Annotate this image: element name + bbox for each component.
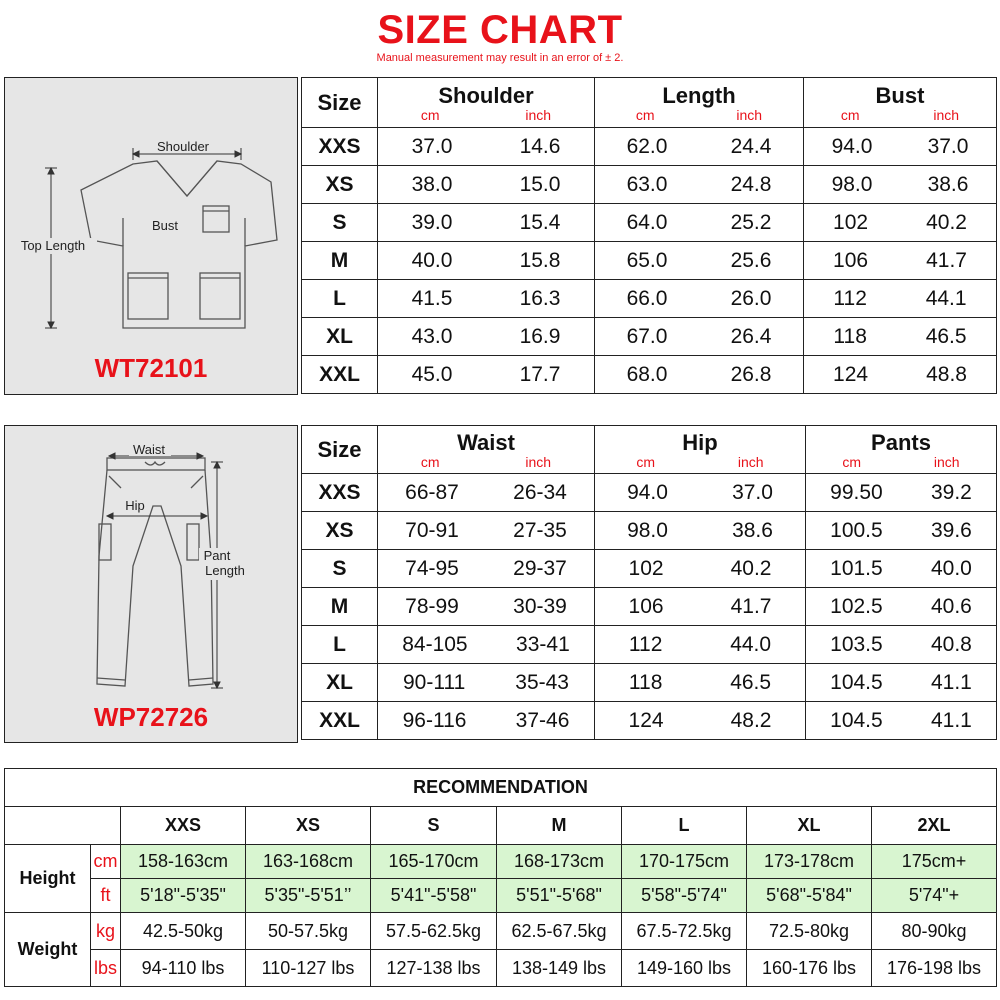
weight-lbs-value: 127-138 lbs xyxy=(371,950,497,987)
blank-cell xyxy=(5,807,121,845)
inch-value: 25.2 xyxy=(730,210,772,234)
inch-value: 17.7 xyxy=(519,362,561,386)
cm-value: 84-105 xyxy=(402,632,468,656)
pants-length-header: Pants cm inch xyxy=(806,426,997,474)
height-ft-value: 5'18"-5'35" xyxy=(121,879,246,913)
size-row xyxy=(302,474,997,512)
inch-value: 40.6 xyxy=(930,594,972,618)
cm-value: 104.5 xyxy=(830,670,883,694)
cm-value: 40.0 xyxy=(411,248,453,272)
pant-length-label: Length xyxy=(205,563,245,578)
size-cell: S xyxy=(302,550,378,588)
cm-value: 101.5 xyxy=(830,556,883,580)
pants-illustration-panel xyxy=(4,425,298,743)
inch-value: 27-35 xyxy=(513,518,567,542)
measurement-cell xyxy=(804,242,997,280)
cm-value: 112 xyxy=(833,286,867,310)
inch-value: 25.6 xyxy=(730,248,772,272)
cm-value: 70-91 xyxy=(405,518,459,542)
waist-label: Waist xyxy=(132,442,166,457)
top-length-label: Top Length xyxy=(20,238,86,253)
height-ft-value: 5'68"-5'84" xyxy=(747,879,872,913)
measurement-cell xyxy=(806,626,997,664)
measurement-cell xyxy=(804,318,997,356)
size-cell: M xyxy=(302,242,378,280)
cm-value: 62.0 xyxy=(626,134,668,158)
cm-value: 68.0 xyxy=(626,362,668,386)
size-row xyxy=(302,626,997,664)
top-product-code: WT72101 xyxy=(94,353,208,383)
inch-value: 48.2 xyxy=(730,708,772,732)
inch-value: 26-34 xyxy=(513,480,567,504)
weight-kg-value: 57.5-62.5kg xyxy=(371,913,497,950)
height-cm-value: 165-170cm xyxy=(371,845,497,879)
inch-value: 37.0 xyxy=(732,480,773,504)
inch-value: 16.3 xyxy=(519,286,561,310)
inch-value: 26.4 xyxy=(730,324,772,348)
weight-lbs-unit: lbs xyxy=(91,950,121,987)
bust-header: Bust cm inch xyxy=(804,78,997,128)
inch-value: 29-37 xyxy=(513,556,567,580)
cm-value: 118 xyxy=(628,670,663,694)
size-row xyxy=(302,550,997,588)
height-cm-unit: cm xyxy=(91,845,121,879)
measurement-cell xyxy=(378,664,595,702)
size-cell: XXS xyxy=(302,128,378,166)
rec-size-header: XXS xyxy=(121,807,246,845)
cm-value: 78-99 xyxy=(405,594,459,618)
measurement-cell xyxy=(595,702,806,740)
measurement-cell xyxy=(378,702,595,740)
measurement-cell xyxy=(378,356,595,394)
measurement-cell xyxy=(378,204,595,242)
size-cell: XS xyxy=(302,166,378,204)
inch-value: 38.6 xyxy=(732,518,773,542)
size-cell: L xyxy=(302,626,378,664)
scrub-top-illustration xyxy=(5,78,299,396)
measurement-cell xyxy=(595,356,804,394)
cm-value: 106 xyxy=(628,594,664,618)
cm-value: 65.0 xyxy=(626,248,668,272)
measurement-cell xyxy=(378,474,595,512)
cm-value: 103.5 xyxy=(830,632,883,656)
weight-lbs-value: 110-127 lbs xyxy=(246,950,371,987)
weight-kg-value: 50-57.5kg xyxy=(246,913,371,950)
measurement-cell xyxy=(378,512,595,550)
cm-value: 94.0 xyxy=(627,480,668,504)
measurement-cell xyxy=(804,356,997,394)
size-row xyxy=(302,512,997,550)
inch-value: 15.4 xyxy=(519,210,561,234)
inch-value: 16.9 xyxy=(519,324,561,348)
cm-value: 94.0 xyxy=(831,134,873,158)
size-header: Size xyxy=(302,78,378,128)
cm-value: 102.5 xyxy=(830,594,883,618)
weight-lbs-value: 160-176 lbs xyxy=(747,950,872,987)
size-row xyxy=(302,588,997,626)
measurement-note: Manual measurement may result in an error of ± 2. xyxy=(376,52,624,64)
inch-value: 39.2 xyxy=(930,480,972,504)
size-cell: M xyxy=(302,588,378,626)
measurement-cell xyxy=(595,166,804,204)
weight-kg-value: 62.5-67.5kg xyxy=(497,913,622,950)
rec-size-header: M xyxy=(497,807,622,845)
cm-value: 118 xyxy=(833,324,867,348)
cm-value: 39.0 xyxy=(411,210,453,234)
inch-value: 30-39 xyxy=(513,594,567,618)
measurement-cell xyxy=(595,664,806,702)
size-cell: XL xyxy=(302,664,378,702)
rec-size-header: L xyxy=(622,807,747,845)
inch-value: 40.8 xyxy=(930,632,972,656)
cm-value: 64.0 xyxy=(626,210,668,234)
size-row xyxy=(302,242,997,280)
size-cell: XXS xyxy=(302,474,378,512)
measurement-cell xyxy=(595,550,806,588)
measurement-cell xyxy=(806,702,997,740)
cm-value: 90-111 xyxy=(403,670,466,694)
size-cell: S xyxy=(302,204,378,242)
inch-value: 48.8 xyxy=(926,362,967,386)
height-ft-value: 5'41"-5'58" xyxy=(371,879,497,913)
inch-value: 15.0 xyxy=(519,172,561,196)
size-cell: XS xyxy=(302,512,378,550)
page-title: SIZE CHART xyxy=(377,8,623,52)
inch-value: 40.2 xyxy=(730,556,772,580)
weight-lbs-value: 138-149 lbs xyxy=(497,950,622,987)
cm-value: 102 xyxy=(833,210,869,234)
size-cell: L xyxy=(302,280,378,318)
size-row xyxy=(302,702,997,740)
bust-label: Bust xyxy=(151,218,179,233)
inch-value: 38.6 xyxy=(927,172,969,196)
pant-label: Pant xyxy=(203,548,231,563)
pants-size-table xyxy=(301,425,997,740)
height-cm-value: 168-173cm xyxy=(497,845,622,879)
size-row xyxy=(302,166,997,204)
shoulder-header: Shoulder cm inch xyxy=(378,78,595,128)
length-header: Length cm inch xyxy=(595,78,804,128)
recommendation-table xyxy=(4,768,997,987)
cm-value: 99.50 xyxy=(830,480,883,504)
measurement-cell xyxy=(595,588,806,626)
measurement-cell xyxy=(595,318,804,356)
measurement-cell xyxy=(595,474,806,512)
size-cell: XL xyxy=(302,318,378,356)
measurement-cell xyxy=(595,242,804,280)
measurement-cell xyxy=(378,280,595,318)
measurement-cell xyxy=(378,550,595,588)
height-cm-value: 158-163cm xyxy=(121,845,246,879)
top-size-table xyxy=(301,77,997,394)
size-row xyxy=(302,128,997,166)
cm-value: 74-95 xyxy=(405,556,459,580)
height-cm-value: 163-168cm xyxy=(246,845,371,879)
weight-kg-value: 42.5-50kg xyxy=(121,913,246,950)
measurement-cell xyxy=(595,204,804,242)
inch-value: 41.1 xyxy=(930,670,972,694)
rec-size-header: S xyxy=(371,807,497,845)
measurement-cell xyxy=(595,626,806,664)
inch-value: 15.8 xyxy=(519,248,561,272)
waist-header: Waist cm inch xyxy=(378,426,595,474)
weight-lbs-value: 176-198 lbs xyxy=(872,950,997,987)
inch-value: 44.1 xyxy=(925,286,967,310)
weight-lbs-value: 149-160 lbs xyxy=(622,950,747,987)
height-cm-value: 173-178cm xyxy=(747,845,872,879)
cm-value: 100.5 xyxy=(830,518,883,542)
size-cell: XXL xyxy=(302,702,378,740)
measurement-cell xyxy=(804,128,997,166)
measurement-cell xyxy=(595,280,804,318)
measurement-cell xyxy=(378,128,595,166)
pants-product-code: WP72726 xyxy=(93,702,209,732)
cm-value: 102 xyxy=(628,556,664,580)
measurement-cell xyxy=(806,550,997,588)
inch-value: 46.5 xyxy=(925,324,967,348)
cm-value: 45.0 xyxy=(411,362,453,386)
inch-value: 26.0 xyxy=(730,286,772,310)
size-row xyxy=(302,318,997,356)
inch-value: 24.8 xyxy=(730,172,772,196)
inch-value: 33-41 xyxy=(516,632,570,656)
size-row xyxy=(302,664,997,702)
cm-value: 38.0 xyxy=(411,172,453,196)
size-cell: XXL xyxy=(302,356,378,394)
inch-value: 41.1 xyxy=(930,708,972,732)
cm-value: 37.0 xyxy=(411,134,453,158)
cm-value: 104.5 xyxy=(830,708,883,732)
inch-value: 35-43 xyxy=(515,670,569,694)
weight-kg-value: 72.5-80kg xyxy=(747,913,872,950)
height-ft-value: 5'74"+ xyxy=(872,879,997,913)
measurement-cell xyxy=(378,242,595,280)
measurement-cell xyxy=(804,204,997,242)
shoulder-label: Shoulder xyxy=(156,139,210,154)
top-illustration-panel xyxy=(4,77,298,395)
inch-value: 40.0 xyxy=(930,556,972,580)
measurement-cell xyxy=(595,128,804,166)
cm-value: 43.0 xyxy=(411,324,453,348)
hip-label: Hip xyxy=(125,498,145,513)
measurement-cell xyxy=(806,588,997,626)
weight-kg-unit: kg xyxy=(91,913,121,950)
height-label: Height xyxy=(5,845,91,913)
inch-value: 26.8 xyxy=(730,362,772,386)
height-ft-value: 5'51"-5'68" xyxy=(497,879,622,913)
measurement-cell xyxy=(378,588,595,626)
measurement-cell xyxy=(806,664,997,702)
cm-value: 66.0 xyxy=(626,286,668,310)
inch-value: 44.0 xyxy=(730,632,772,656)
cm-value: 98.0 xyxy=(627,518,668,542)
cm-value: 63.0 xyxy=(626,172,668,196)
cm-value: 41.5 xyxy=(411,286,453,310)
measurement-cell xyxy=(378,166,595,204)
height-cm-value: 175cm+ xyxy=(872,845,997,879)
cm-value: 96-116 xyxy=(402,708,467,732)
size-row xyxy=(302,356,997,394)
inch-value: 41.7 xyxy=(926,248,967,272)
height-ft-value: 5'35"-5'51’’ xyxy=(246,879,371,913)
hip-header: Hip cm inch xyxy=(595,426,806,474)
weight-lbs-value: 94-110 lbs xyxy=(121,950,246,987)
size-row xyxy=(302,280,997,318)
measurement-cell xyxy=(378,626,595,664)
inch-value: 39.6 xyxy=(930,518,972,542)
inch-value: 37.0 xyxy=(927,134,969,158)
measurement-cell xyxy=(804,166,997,204)
cm-value: 124 xyxy=(628,708,664,732)
scrub-pants-illustration xyxy=(5,426,299,744)
measurement-cell xyxy=(595,512,806,550)
rec-size-header: XL xyxy=(747,807,872,845)
rec-size-header: XS xyxy=(246,807,371,845)
cm-value: 66-87 xyxy=(405,480,459,504)
weight-label: Weight xyxy=(5,913,91,987)
size-header: Size xyxy=(302,426,378,474)
cm-value: 98.0 xyxy=(831,172,873,196)
rec-size-header: 2XL xyxy=(872,807,997,845)
measurement-cell xyxy=(804,280,997,318)
inch-value: 41.7 xyxy=(730,594,772,618)
cm-value: 124 xyxy=(833,362,869,386)
height-ft-unit: ft xyxy=(91,879,121,913)
recommendation-title: RECOMMENDATION xyxy=(5,769,997,807)
measurement-cell xyxy=(806,474,997,512)
inch-value: 14.6 xyxy=(519,134,561,158)
measurement-cell xyxy=(806,512,997,550)
height-ft-value: 5'58"-5'74" xyxy=(622,879,747,913)
weight-kg-value: 80-90kg xyxy=(872,913,997,950)
measurement-cell xyxy=(378,318,595,356)
weight-kg-value: 67.5-72.5kg xyxy=(622,913,747,950)
inch-value: 37-46 xyxy=(515,708,570,732)
cm-value: 106 xyxy=(833,248,869,272)
inch-value: 40.2 xyxy=(926,210,967,234)
inch-value: 24.4 xyxy=(730,134,772,158)
cm-value: 112 xyxy=(628,632,663,656)
inch-value: 46.5 xyxy=(730,670,772,694)
size-row xyxy=(302,204,997,242)
height-cm-value: 170-175cm xyxy=(622,845,747,879)
cm-value: 67.0 xyxy=(626,324,668,348)
